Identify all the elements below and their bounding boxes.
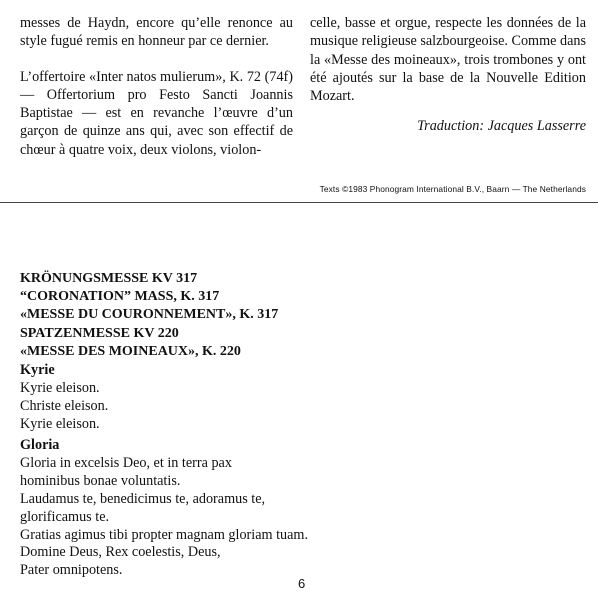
kyrie-section bbox=[20, 362, 108, 434]
copyright-notice: Texts ©1983 Phonogram International B.V., Baarn — The Netherlands bbox=[319, 184, 586, 194]
mass-title: “CORONATION” MASS, K. 317 bbox=[20, 289, 220, 305]
right-paragraph-1: celle, basse et orgue, respecte les données de la musique religieuse salzbourgeoise. Comme dans la «Messe des moineaux», trois trombones y ont été ajoutés sur la base de la Nouvelle Edition Mozart. bbox=[310, 15, 586, 105]
text-line: Kyrie eleison. bbox=[20, 379, 100, 396]
page-number: 6 bbox=[298, 576, 306, 591]
gloria-section bbox=[20, 437, 308, 580]
text-line: Domine Deus, Rex coelestis, Deus, bbox=[20, 544, 221, 561]
translation-credit: Traduction: Jacques Lasserre bbox=[417, 118, 586, 135]
text-line: hominibus bonae voluntatis. bbox=[20, 472, 181, 489]
text-line: Christe eleison. bbox=[20, 397, 109, 414]
divider-line bbox=[0, 202, 598, 203]
left-paragraph-1: messes de Haydn, encore qu’elle renonce au style fugué remis en honneur par ce dernier. bbox=[20, 15, 293, 50]
left-text-column bbox=[20, 14, 293, 159]
mass-title: SPATZENMESSE KV 220 bbox=[20, 325, 179, 341]
section-heading: Gloria bbox=[20, 437, 60, 453]
text-line: Laudamus te, benedicimus te, adoramus te, bbox=[20, 490, 266, 507]
text-line: glorificamus te. bbox=[20, 508, 110, 525]
text-line: Gloria in excelsis Deo, et in terra pax bbox=[20, 454, 232, 471]
right-text-column bbox=[310, 14, 586, 136]
section-heading: Kyrie bbox=[20, 362, 55, 378]
mass-titles bbox=[20, 270, 278, 361]
mass-title: «MESSE DES MOINEAUX», K. 220 bbox=[20, 343, 241, 359]
text-line: Gratias agimus tibi propter magnam gloriam tuam. bbox=[20, 526, 309, 543]
mass-title: KRÖNUNGSMESSE KV 317 bbox=[20, 271, 198, 286]
mass-title: «MESSE DU COURONNEMENT», K. 317 bbox=[20, 307, 279, 323]
text-line: Kyrie eleison. bbox=[20, 415, 100, 432]
left-paragraph-2: L’offertoire «Inter natos mulierum», K. 72 (74f) — Offertorium pro Festo Sancti Joannis Baptistae — est en revanche l’œuvre d’un garçon de quinze ans qui, avec son effectif de chœur à quatre voix, deux violons, violon- bbox=[20, 68, 293, 158]
text-line: Pater omnipotens. bbox=[20, 562, 123, 579]
